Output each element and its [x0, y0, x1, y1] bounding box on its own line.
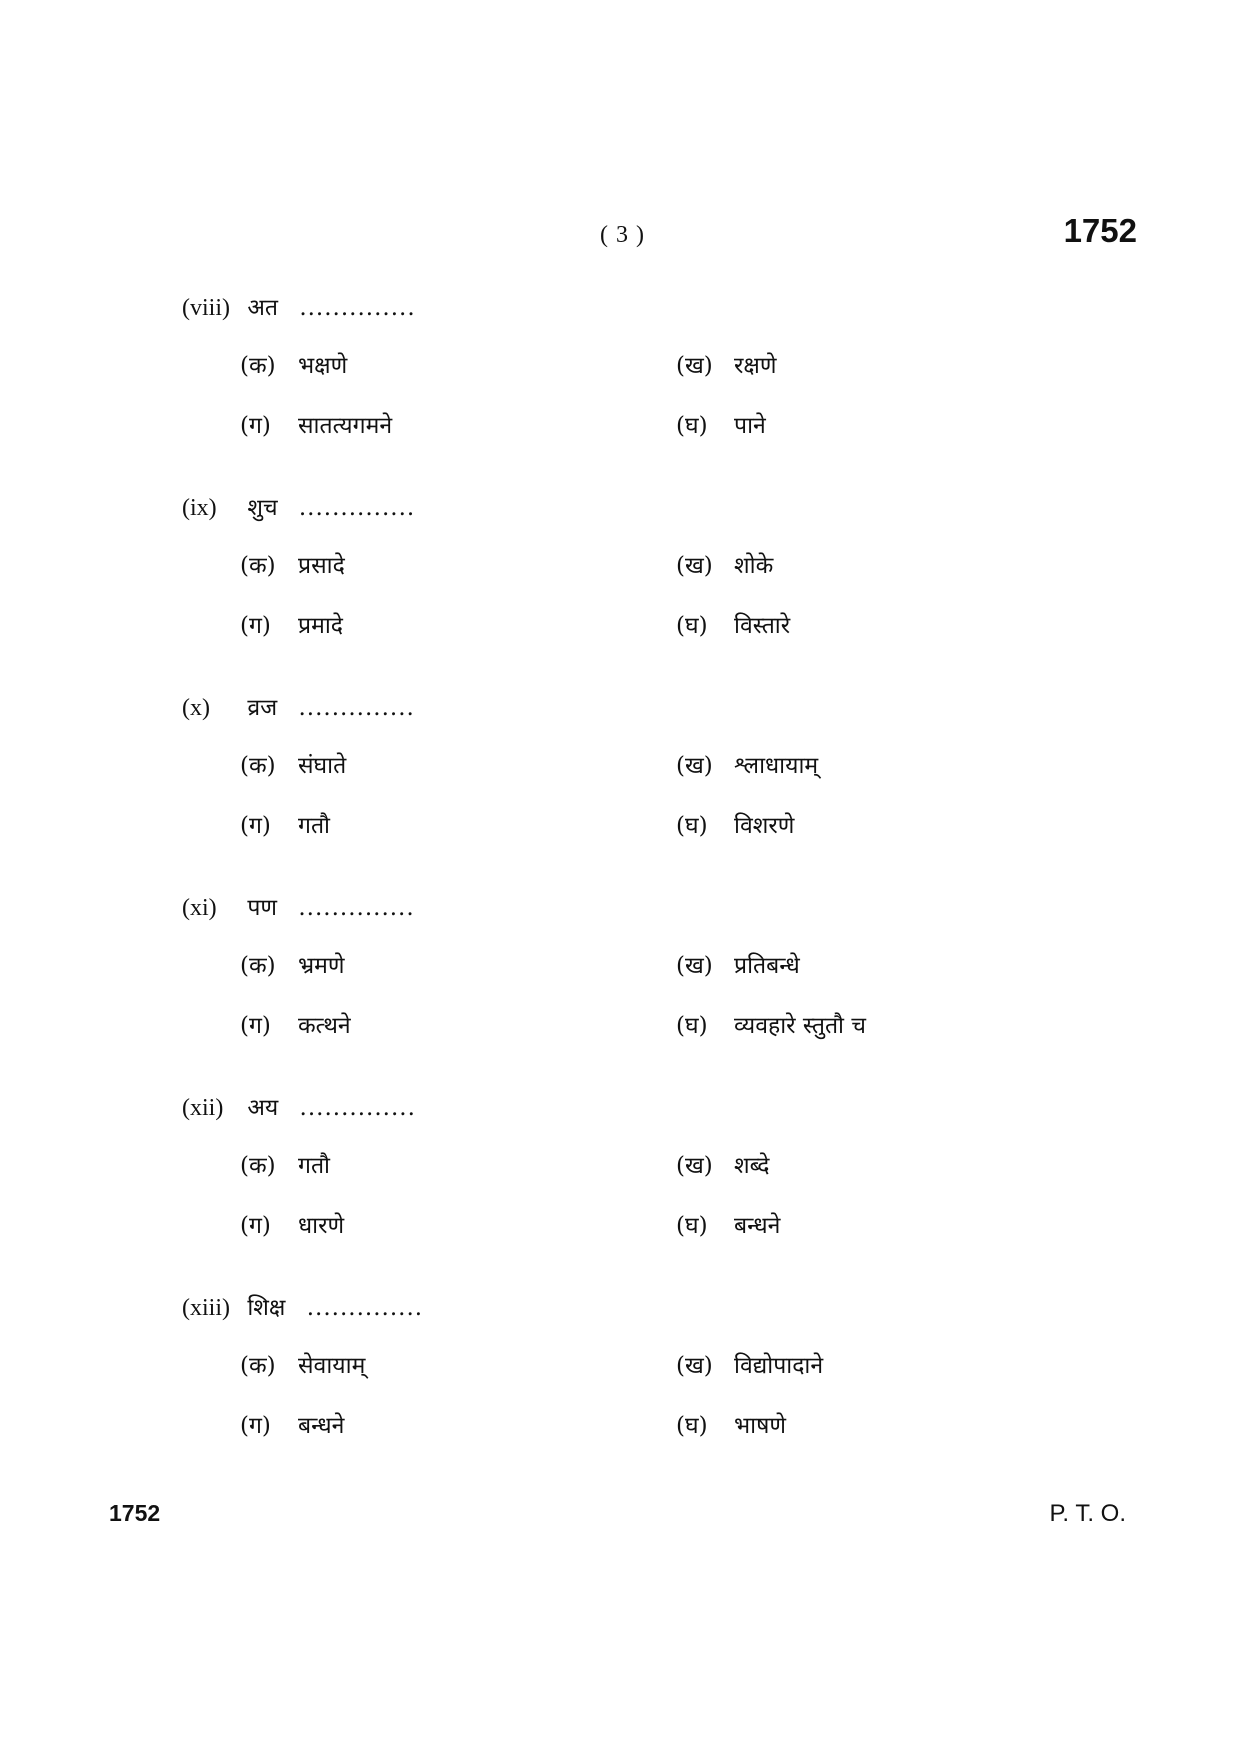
- option-label: (क): [240, 753, 276, 779]
- option-gha: [676, 1408, 786, 1442]
- option-label: (ख): [676, 953, 713, 979]
- option-text: कत्थने: [298, 1013, 351, 1039]
- option-ga: [240, 1408, 344, 1442]
- answer-blank: ..............: [298, 695, 415, 721]
- option-ka: [240, 948, 345, 982]
- option-text: गतौ: [298, 813, 331, 839]
- option-label: (घ): [676, 413, 708, 439]
- question-list: [182, 290, 1142, 1490]
- option-gha: [676, 608, 790, 642]
- question-stem: [182, 490, 415, 524]
- option-text: रक्षणे: [734, 353, 777, 379]
- option-label: (ख): [676, 753, 713, 779]
- option-ka: [240, 548, 345, 582]
- option-text: सातत्यगमने: [298, 413, 393, 439]
- question-number: (ix): [182, 495, 217, 521]
- question-stem: [182, 290, 416, 324]
- question-viii: [182, 290, 1142, 490]
- option-label: (ग): [240, 1213, 271, 1239]
- answer-blank: ..............: [298, 495, 416, 521]
- option-text: बन्धने: [298, 1413, 345, 1439]
- option-label: (क): [240, 353, 276, 379]
- question-xii: [182, 1090, 1142, 1290]
- question-number: (xi): [182, 895, 217, 921]
- option-ka: [240, 1348, 365, 1382]
- option-text: शोके: [734, 553, 774, 579]
- option-ka: [240, 1148, 330, 1182]
- question-number: (xiii): [182, 1295, 230, 1321]
- option-text: भक्षणे: [298, 353, 348, 379]
- option-ka: [240, 748, 346, 782]
- option-label: (क): [240, 953, 276, 979]
- option-text: प्रसादे: [298, 553, 345, 579]
- option-label: (ख): [676, 553, 713, 579]
- option-label: (घ): [676, 813, 708, 839]
- option-kha: [676, 748, 818, 782]
- option-text: विशरणे: [734, 813, 795, 839]
- question-ix: [182, 490, 1142, 690]
- option-ga: [240, 808, 330, 842]
- question-stem: [182, 1090, 416, 1124]
- option-label: (ख): [676, 1153, 713, 1179]
- option-label: (घ): [676, 613, 708, 639]
- option-text: व्यवहारे स्तुतौ च: [734, 1013, 866, 1039]
- option-label: (घ): [676, 1413, 708, 1439]
- answer-blank: ..............: [298, 895, 415, 921]
- option-text: धारणे: [298, 1213, 345, 1239]
- page-number: ( 3 ): [600, 222, 645, 248]
- option-text: प्रतिबन्धे: [734, 953, 800, 979]
- option-ga: [240, 1008, 351, 1042]
- question-stem: [182, 1290, 423, 1324]
- option-label: (ग): [240, 413, 271, 439]
- question-stem: [182, 690, 415, 724]
- option-ga: [240, 608, 343, 642]
- dhatu-root: पण: [247, 895, 278, 921]
- option-gha: [676, 808, 794, 842]
- option-text: भ्रमणे: [298, 953, 345, 979]
- option-text: शब्दे: [734, 1153, 770, 1179]
- option-text: पाने: [734, 413, 766, 439]
- option-kha: [676, 348, 777, 382]
- question-stem: [182, 890, 415, 924]
- question-xi: [182, 890, 1142, 1090]
- option-label: (घ): [676, 1213, 708, 1239]
- please-turn-over: P. T. O.: [1049, 1500, 1126, 1527]
- option-ka: [240, 348, 347, 382]
- option-text: भाषणे: [734, 1413, 787, 1439]
- option-label: (ख): [676, 1353, 713, 1379]
- question-number: (xii): [182, 1095, 224, 1121]
- option-label: (ग): [240, 813, 271, 839]
- option-kha: [676, 1148, 770, 1182]
- paper-code-header: 1752: [1063, 212, 1137, 249]
- dhatu-root: अत: [247, 295, 278, 321]
- option-label: (ग): [240, 1413, 271, 1439]
- option-ga: [240, 408, 392, 442]
- option-label: (घ): [676, 1013, 708, 1039]
- option-kha: [676, 948, 800, 982]
- option-text: गतौ: [298, 1153, 331, 1179]
- option-text: संघाते: [298, 753, 347, 779]
- option-text: सेवायाम्: [298, 1353, 366, 1379]
- option-label: (क): [240, 1153, 276, 1179]
- dhatu-root: अय: [247, 1095, 279, 1121]
- dhatu-root: शुच: [247, 495, 278, 521]
- option-label: (ग): [240, 1013, 271, 1039]
- option-ga: [240, 1208, 344, 1242]
- question-number: (x): [182, 695, 210, 721]
- option-text: श्लाधायाम्: [734, 753, 819, 779]
- option-text: प्रमादे: [298, 613, 344, 639]
- paper-code-footer: 1752: [109, 1500, 161, 1526]
- option-text: विस्तारे: [734, 613, 791, 639]
- option-kha: [676, 1348, 823, 1382]
- option-gha: [676, 408, 766, 442]
- option-label: (ख): [676, 353, 713, 379]
- question-number: (viii): [182, 295, 230, 321]
- dhatu-root: शिक्ष: [247, 1295, 286, 1321]
- answer-blank: ..............: [299, 295, 416, 321]
- question-xiii: [182, 1290, 1142, 1490]
- option-text: बन्धने: [734, 1213, 781, 1239]
- option-gha: [676, 1008, 866, 1042]
- answer-blank: ..............: [306, 1295, 424, 1321]
- option-label: (ग): [240, 613, 271, 639]
- option-label: (क): [240, 1353, 276, 1379]
- option-gha: [676, 1208, 780, 1242]
- option-label: (क): [240, 553, 276, 579]
- option-kha: [676, 548, 773, 582]
- question-x: [182, 690, 1142, 890]
- dhatu-root: व्रज: [247, 695, 278, 721]
- option-text: विद्योपादाने: [734, 1353, 824, 1379]
- answer-blank: ..............: [299, 1095, 416, 1121]
